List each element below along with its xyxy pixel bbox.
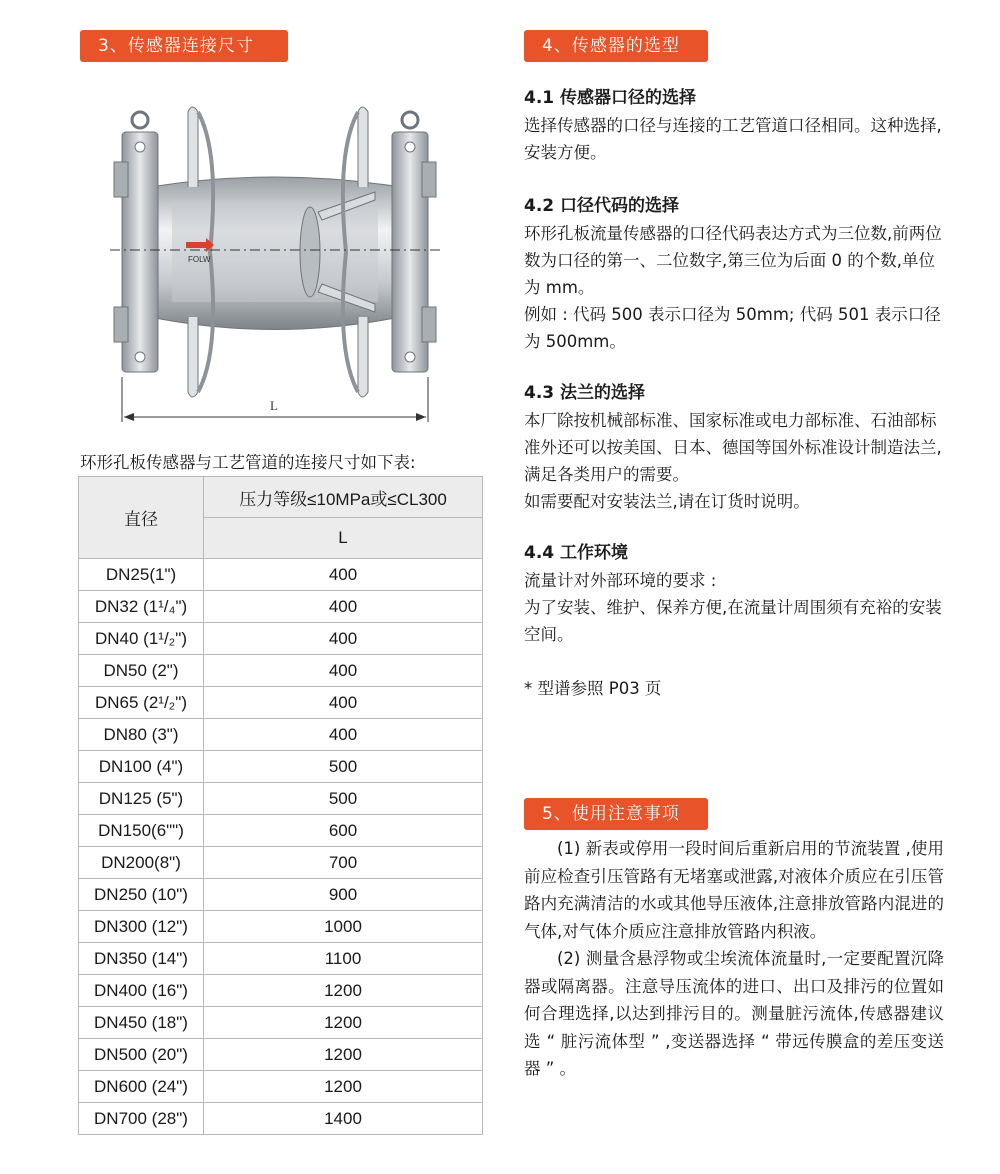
catalog-note: * 型谱参照 P03 页	[524, 679, 662, 698]
cell-length: 400	[204, 719, 483, 751]
cell-length: 600	[204, 815, 483, 847]
table-row	[79, 1071, 483, 1103]
cell-length: 700	[204, 847, 483, 879]
header-l: L	[204, 518, 483, 559]
cell-length: 400	[204, 591, 483, 623]
cell-diameter: DN450 (18")	[79, 1007, 204, 1039]
s42-text2: 例如 : 代码 500 表示口径为 50mm; 代码 501 表示口径为 500mm。	[524, 305, 941, 351]
table-row	[79, 847, 483, 879]
cell-length: 1200	[204, 975, 483, 1007]
table-row	[79, 719, 483, 751]
cell-diameter: DN50 (2")	[79, 655, 204, 687]
cell-length: 500	[204, 751, 483, 783]
header-pressure: 压力等级≤10MPa或≤CL300	[204, 477, 483, 518]
section3-title: 3、传感器连接尺寸	[80, 30, 288, 62]
cell-diameter: DN125 (5")	[79, 783, 204, 815]
cell-length: 500	[204, 783, 483, 815]
cell-diameter: DN350 (14")	[79, 943, 204, 975]
cell-diameter: DN65 (2¹/₂")	[79, 687, 204, 719]
cell-diameter: DN100 (4")	[79, 751, 204, 783]
cell-diameter: DN150(6"")	[79, 815, 204, 847]
table-row	[79, 911, 483, 943]
table-row	[79, 751, 483, 783]
cell-diameter: DN500 (20")	[79, 1039, 204, 1071]
s44-text1: 流量计对外部环境的要求 :	[524, 571, 717, 590]
cell-length: 400	[204, 623, 483, 655]
section-4-2	[524, 193, 944, 355]
section-4-4	[524, 540, 944, 648]
cell-length: 400	[204, 655, 483, 687]
cell-diameter: DN700 (28")	[79, 1103, 204, 1135]
table-row	[79, 815, 483, 847]
dimension-table-body	[79, 559, 483, 1135]
table-row	[79, 1103, 483, 1135]
cell-diameter: DN300 (12")	[79, 911, 204, 943]
s43-text1: 本厂除按机械部标准、国家标准或电力部标准、石油部标准外还可以按美国、日本、德国等国外标准设计制造法兰,满足各类用户的需要。	[524, 411, 942, 484]
s5-paragraph-1: (1) 新表或停用一段时间后重新启用的节流装置 ,使用前应检查引压管路有无堵塞或泄露,对液体介质应在引压管路内充满清洁的水或其他导压液体,注意排放管路内混进的气体,对气体介质应注意排放管路内积液。	[524, 839, 944, 941]
cell-length: 1100	[204, 943, 483, 975]
s44-text2: 为了安装、维护、保养方便,在流量计周围须有充裕的安装空间。	[524, 598, 942, 644]
table-row	[79, 879, 483, 911]
cell-diameter: DN600 (24")	[79, 1071, 204, 1103]
table-row	[79, 655, 483, 687]
s41-heading: 4.1 传感器口径的选择	[524, 88, 697, 108]
s43-heading: 4.3 法兰的选择	[524, 383, 646, 403]
table-row	[79, 975, 483, 1007]
s42-text1: 环形孔板流量传感器的口径代码表达方式为三位数,前两位数为口径的第一、二位数字,第三位为后面 0 的个数,单位为 mm。	[524, 224, 942, 297]
cell-diameter: DN80 (3")	[79, 719, 204, 751]
s5-paragraph-2: (2) 测量含悬浮物或尘埃流体流量时,一定要配置沉降器或隔离器。注意导压流体的进口、出口及排污的位置如何合理选择,以达到排污目的。测量脏污流体,传感器建议选 “ 脏污流体型 ” ,变送器选择 “ 带远传膜盒的差压变送器 ” 。	[524, 949, 944, 1078]
cell-length: 1000	[204, 911, 483, 943]
table-row	[79, 943, 483, 975]
flow-label: FOLW	[188, 255, 211, 264]
sensor-diagram	[110, 92, 440, 427]
cell-diameter: DN400 (16")	[79, 975, 204, 1007]
s43-text2: 如需要配对安装法兰,请在订货时说明。	[524, 492, 810, 511]
cell-diameter: DN40 (1¹/₂")	[79, 623, 204, 655]
section-4-3	[524, 380, 944, 515]
cell-diameter: DN32 (1¹/₄")	[79, 591, 204, 623]
section-4-1	[524, 85, 944, 166]
section5-title: 5、使用注意事项	[524, 798, 708, 830]
cell-length: 400	[204, 559, 483, 591]
length-label: L	[270, 398, 278, 413]
s41-text: 选择传感器的口径与连接的工艺管道口径相同。这种选择,安装方便。	[524, 116, 942, 162]
cell-length: 1400	[204, 1103, 483, 1135]
s44-heading: 4.4 工作环境	[524, 543, 629, 563]
table-row	[79, 591, 483, 623]
s42-heading: 4.2 口径代码的选择	[524, 196, 680, 216]
dimension-table	[78, 476, 483, 1135]
table-row	[79, 783, 483, 815]
cell-length: 1200	[204, 1071, 483, 1103]
header-diameter: 直径	[79, 477, 204, 559]
table-row	[79, 1039, 483, 1071]
cell-length: 1200	[204, 1007, 483, 1039]
cell-length: 900	[204, 879, 483, 911]
section4-title: 4、传感器的选型	[524, 30, 708, 62]
table-row	[79, 687, 483, 719]
cell-diameter: DN250 (10")	[79, 879, 204, 911]
table-row	[79, 623, 483, 655]
table-intro: 环形孔板传感器与工艺管道的连接尺寸如下表:	[80, 453, 416, 472]
cell-diameter: DN25(1")	[79, 559, 204, 591]
table-row	[79, 1007, 483, 1039]
section-5-body	[524, 835, 944, 1083]
cell-length: 1200	[204, 1039, 483, 1071]
table-row	[79, 559, 483, 591]
cell-length: 400	[204, 687, 483, 719]
cell-diameter: DN200(8")	[79, 847, 204, 879]
